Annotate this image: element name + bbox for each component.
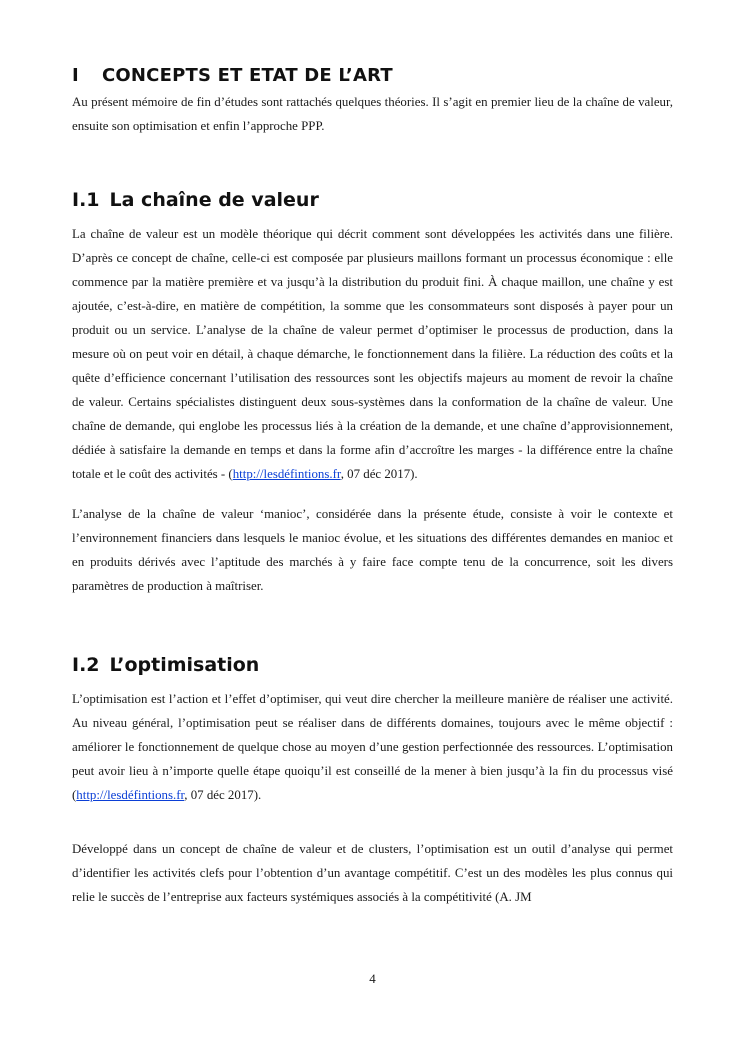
intro-paragraph: Au présent mémoire de fin d’études sont rattachés quelques théories. Il s’agit en premier lieu de la chaîne de valeur, ensuite son optimisation et enfin l’approche PPP.: [72, 95, 673, 133]
subsection-number: I.1: [72, 189, 100, 211]
subsection-title: L’optimisation: [109, 654, 260, 676]
paragraph-text: La chaîne de valeur est un modèle théorique qui décrit comment sont développées les activités dans une filière. D’après ce concept de chaîne, celle-ci est composée par plusieurs maillons formant un processus économique : elle commence par la matière première et va jusqu’à la distribution du produit fini. À chaque maillon, une chaîne y est ajoutée, c’est-à-dire, en matière de compétition, la somme que les consommateurs sont disposés à payer pour un produit ou un service. L’analyse de la chaîne de valeur permet d’optimiser le processus de production, dans la mesure où on peut voir en détail, à chaque démarche, le fonctionnement dans la filière. La réduction des coûts et la quête d’efficience concernant l’utilisation des ressources sont les objectifs majeurs au moment de revoir la chaîne de valeur. Certains spécialistes distinguent deux sous-systèmes dans la conformation de la chaîne de valeur. Une chaîne de demande, qui englobe les processus liés à la création de la demande, et une chaîne d’approvisionnement, dédiée à satisfaire la demande en temps et dans la forme afin d’accroître les marges - la différence entre la chaîne totale et le coût des activités - (: [72, 227, 673, 481]
document-page: [72, 62, 673, 909]
section-title: CONCEPTS ET ETAT DE L’ART: [102, 65, 393, 86]
page-number: 4: [369, 971, 376, 986]
subsection-heading-optimisation: [72, 651, 673, 679]
citation-date: , 07 déc 2017).: [184, 788, 262, 802]
subsection-title: La chaîne de valeur: [109, 189, 319, 211]
optimisation-paragraph-2: Développé dans un concept de chaîne de valeur et de clusters, l’optimisation est un outil d’analyse qui permet d’identifier les activités clefs pour l’obtention d’un avantage compétitif. C’est un des modèles les plus connus qui relie le succès de l’entreprise aux facteurs systémiques associés à la compétitivité (A. JM: [72, 842, 673, 904]
chaine-de-valeur-paragraph-1: [72, 222, 673, 486]
subsection-heading-chaine-de-valeur: [72, 186, 673, 214]
paragraph-text: L’optimisation est l’action et l’effet d’optimiser, qui veut dire chercher la meilleure manière de réaliser une activité. Au niveau général, l’optimisation peut se réaliser dans de différents domaines, toujours avec le même objectif : améliorer le fonctionnement de quelque chose au moyen d’une gestion perfectionnée des ressources. L’optimisation peut avoir lieu à n’importe quelle étape quoiqu’il est conseillé de la mener à bien jusqu’à la fin du processus visé (: [72, 692, 673, 802]
section-number: I: [72, 65, 79, 86]
source-link[interactable]: http://lesdéfintions.fr: [76, 788, 185, 802]
source-link[interactable]: http://lesdéfintions.fr: [232, 467, 341, 481]
chaine-de-valeur-paragraph-2: L’analyse de la chaîne de valeur ‘manioc’, considérée dans la présente étude, consiste à voir le contexte et l’environnement financiers dans lesquels le manioc évolue, et les situations des différentes demandes en manioc et en produits dérivés avec l’aptitude des marchés à y faire face compte tenu de la concurrence, soit les divers paramètres de production à maîtriser.: [72, 507, 673, 593]
optimisation-paragraph-1: [72, 687, 673, 807]
subsection-number: I.2: [72, 654, 100, 676]
citation-date: , 07 déc 2017).: [340, 467, 418, 481]
section-heading-concepts: [72, 62, 673, 90]
